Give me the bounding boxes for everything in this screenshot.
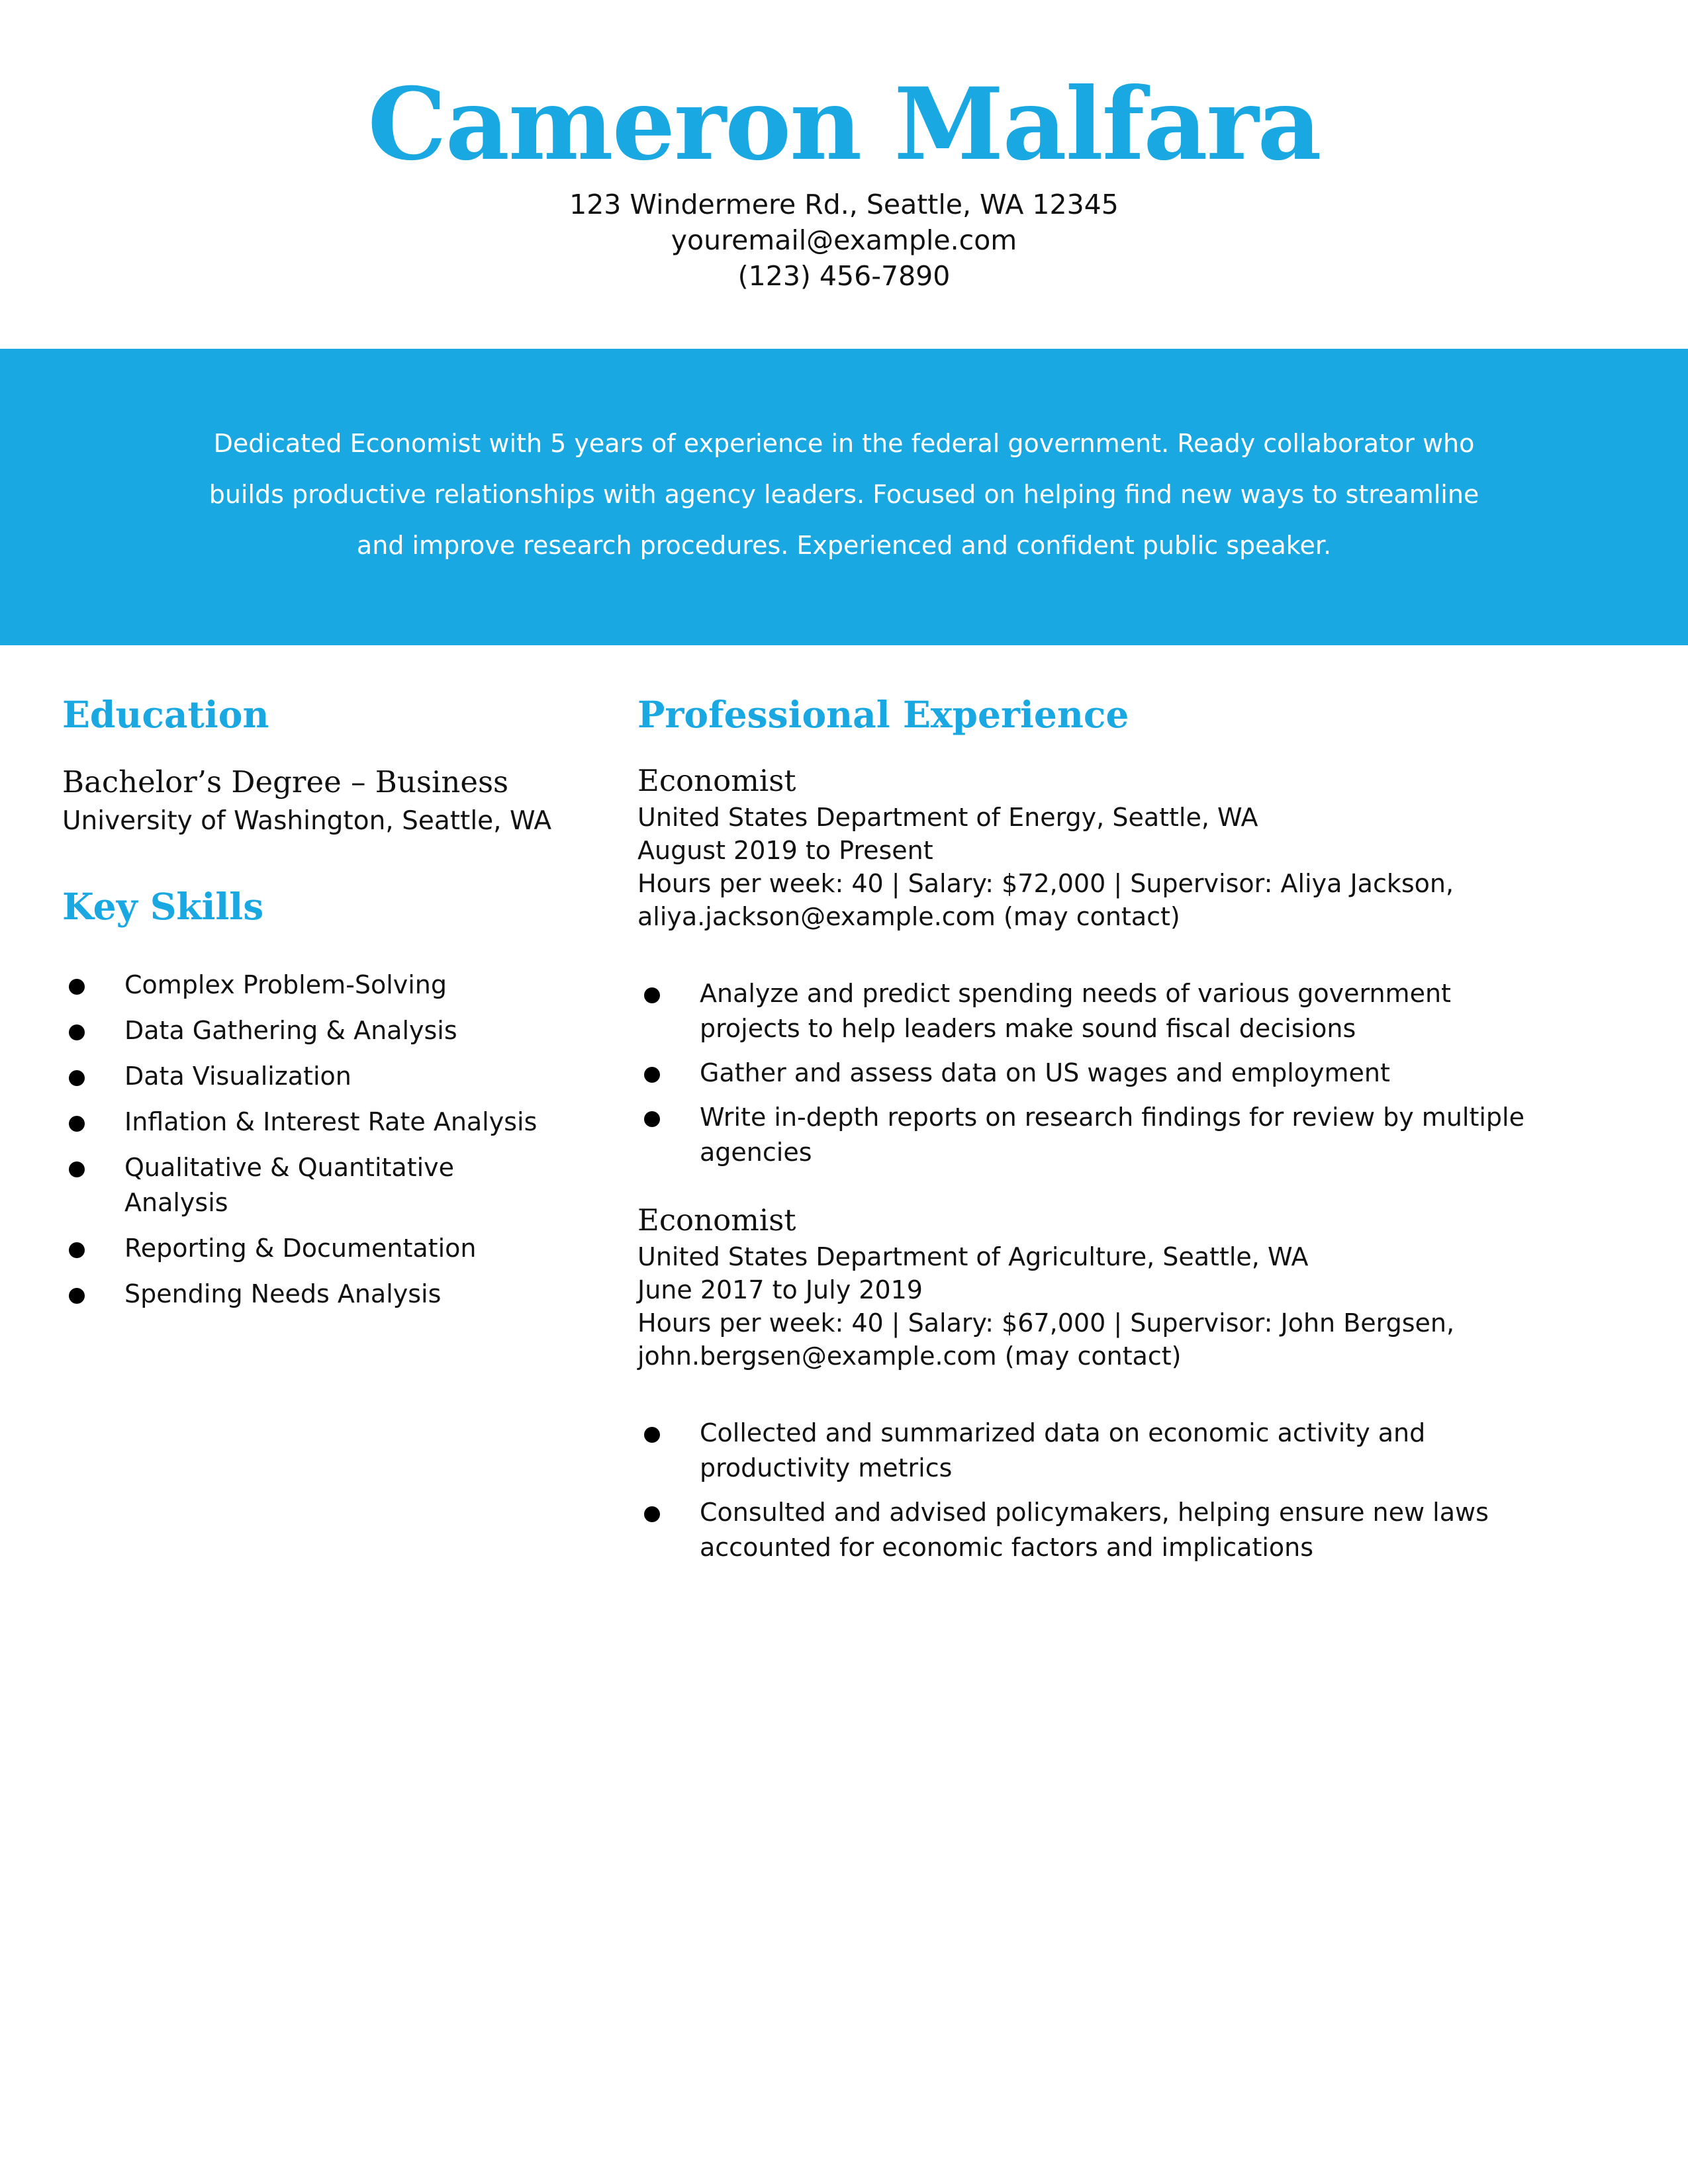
list-item: Qualitative & Quantitative Analysis bbox=[62, 1150, 565, 1220]
list-item: Data Gathering & Analysis bbox=[62, 1013, 565, 1048]
summary-text: Dedicated Economist with 5 years of experience in the federal government. Ready collaborator who builds productive relationships with agency leaders. Focused on helping find new ways to streamline and improve research procedures. Experienced and confident public speaker. bbox=[209, 429, 1479, 560]
skills-list bbox=[62, 968, 565, 1312]
bullet-icon bbox=[644, 1427, 660, 1443]
list-item: Analyze and predict spending needs of various government projects to help leaders make sound fiscal decisions bbox=[637, 976, 1524, 1046]
list-item: Write in-depth reports on research findings for review by multiple agencies bbox=[637, 1100, 1524, 1170]
list-item: Reporting & Documentation bbox=[62, 1231, 565, 1266]
job-dates: August 2019 to Present bbox=[637, 836, 933, 865]
bullet-icon bbox=[69, 1161, 85, 1177]
skills-heading: Key Skills bbox=[62, 885, 264, 928]
contact-info bbox=[0, 187, 1688, 294]
degree: Bachelor’s Degree – Business bbox=[62, 764, 509, 799]
job-entry bbox=[637, 761, 1524, 1170]
list-item: Gather and assess data on US wages and employment bbox=[637, 1056, 1524, 1091]
bullet-icon bbox=[69, 979, 85, 995]
bullet-icon bbox=[69, 1116, 85, 1132]
list-item: Collected and summarized data on economic activity and productivity metrics bbox=[637, 1416, 1524, 1486]
list-item: Data Visualization bbox=[62, 1059, 565, 1094]
bullet-icon bbox=[644, 1067, 660, 1083]
resume-header bbox=[0, 0, 1688, 349]
bullet-icon bbox=[69, 1242, 85, 1258]
school: University of Washington, Seattle, WA bbox=[62, 806, 552, 836]
list-item: Inflation & Interest Rate Analysis bbox=[62, 1105, 565, 1140]
left-column bbox=[62, 688, 565, 1322]
job-bullets bbox=[637, 1416, 1524, 1565]
experience-heading: Professional Experience bbox=[637, 693, 1129, 736]
job-title: Economist bbox=[637, 1203, 796, 1238]
bullet-icon bbox=[644, 987, 660, 1003]
bullet-icon bbox=[69, 1288, 85, 1304]
education-heading: Education bbox=[62, 693, 269, 736]
bullet-icon bbox=[644, 1506, 660, 1522]
list-item: Spending Needs Analysis bbox=[62, 1277, 565, 1312]
job-bullets bbox=[637, 976, 1524, 1170]
candidate-name: Cameron Malfara bbox=[367, 66, 1321, 183]
bullet-icon bbox=[69, 1024, 85, 1040]
right-column bbox=[637, 688, 1524, 1574]
email: youremail@example.com bbox=[671, 224, 1017, 256]
phone: (123) 456-7890 bbox=[737, 260, 951, 292]
job-details-contact: john.bergsen@example.com (may contact) bbox=[637, 1342, 1182, 1371]
job-employer: United States Department of Agriculture, Seattle, WA bbox=[637, 1242, 1309, 1271]
list-item: Complex Problem-Solving bbox=[62, 968, 565, 1003]
address: 123 Windermere Rd., Seattle, WA 12345 bbox=[569, 189, 1119, 220]
bullet-icon bbox=[69, 1070, 85, 1086]
job-details-contact: aliya.jackson@example.com (may contact) bbox=[637, 902, 1180, 931]
list-item: Consulted and advised policymakers, helping ensure new laws accounted for economic factors and implications bbox=[637, 1495, 1524, 1565]
job-employer: United States Department of Energy, Seattle, WA bbox=[637, 803, 1258, 832]
job-dates: June 2017 to July 2019 bbox=[637, 1275, 923, 1304]
job-details: Hours per week: 40 | Salary: $72,000 | Supervisor: Aliya Jackson, bbox=[637, 869, 1454, 898]
bullet-icon bbox=[644, 1111, 660, 1127]
job-entry bbox=[637, 1201, 1524, 1565]
job-title: Economist bbox=[637, 763, 796, 798]
job-details: Hours per week: 40 | Salary: $67,000 | Supervisor: John Bergsen, bbox=[637, 1308, 1455, 1338]
